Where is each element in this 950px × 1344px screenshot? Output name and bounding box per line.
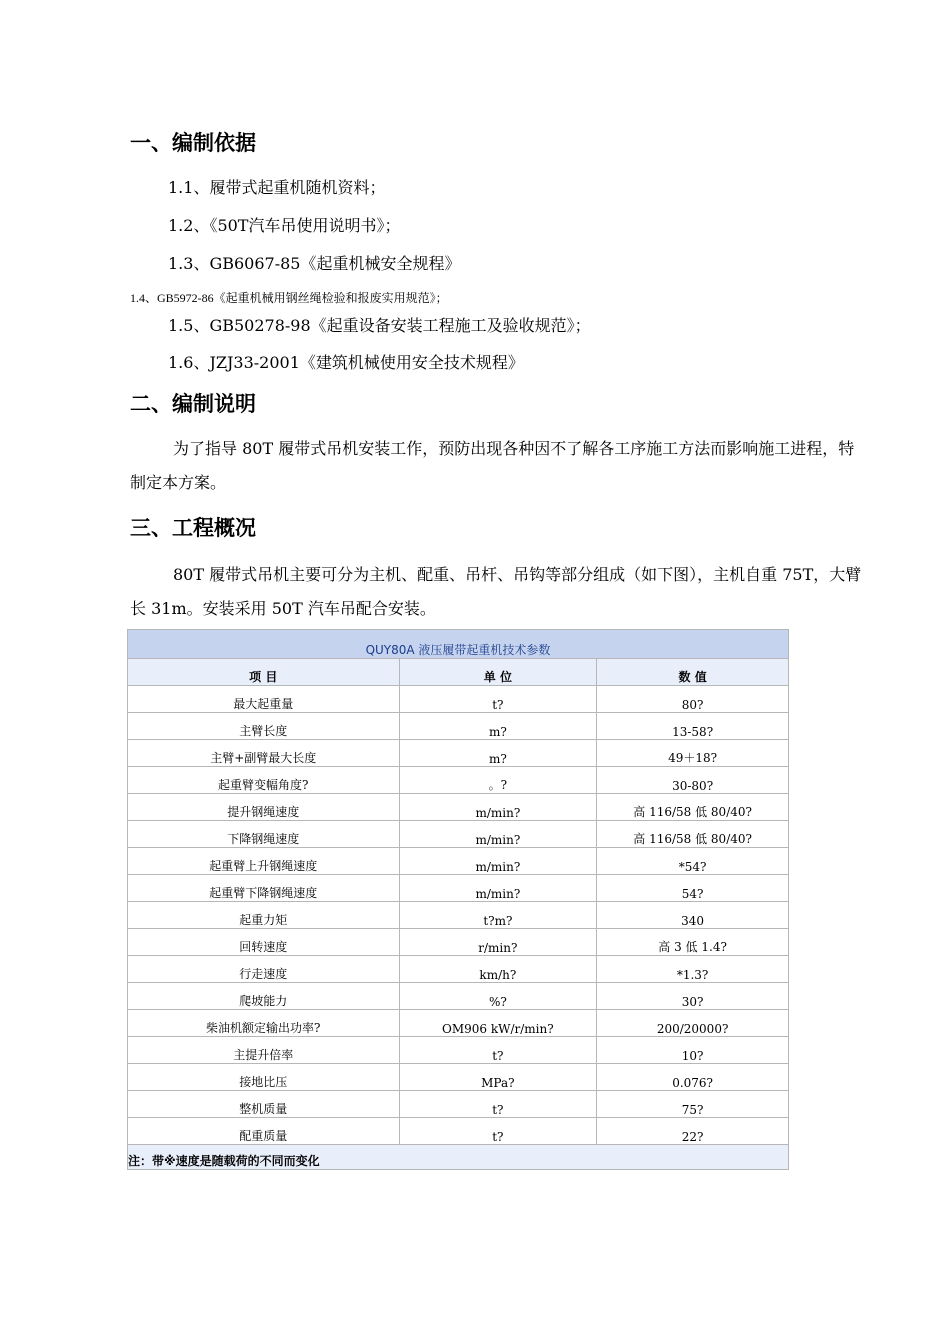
- cell-param-name: 起重力矩: [128, 902, 400, 929]
- description-paragraph: 为了指导 80T 履带式吊机安装工作，预防出现各种因不了解各工序施工方法而影响施工进程，特制定本方案。: [130, 439, 855, 492]
- cell-value: 高 3 低 1.4?: [597, 929, 789, 956]
- cell-unit: t?: [399, 686, 597, 713]
- table-row: [128, 956, 789, 983]
- header-unit: 单 位: [399, 659, 597, 686]
- cell-unit: m/min?: [399, 794, 597, 821]
- cell-value: 30-80?: [597, 767, 789, 794]
- table-row: [128, 875, 789, 902]
- cell-unit: m?: [399, 740, 597, 767]
- table-row: [128, 1010, 789, 1037]
- cell-param-name: 行走速度: [128, 956, 400, 983]
- cell-unit: t?m?: [399, 902, 597, 929]
- cell-value: *1.3?: [597, 956, 789, 983]
- cell-unit: m/min?: [399, 848, 597, 875]
- cell-value: 49＋18?: [597, 740, 789, 767]
- basis-item-4: 1.4、GB5972-86《起重机械用钢丝绳检验和报废实用规范》；: [130, 291, 448, 305]
- cell-param-name: 整机质量: [128, 1091, 400, 1118]
- table-note: 注：带※速度是随载荷的不同而变化: [128, 1145, 789, 1170]
- cell-param-name: 起重臂下降钢绳速度: [128, 875, 400, 902]
- cell-param-name: 主臂+副臂最大长度: [128, 740, 400, 767]
- cell-unit: km/h?: [399, 956, 597, 983]
- overview-paragraph: 80T 履带式吊机主要可分为主机、配重、吊杆、吊钩等部分组成（如下图），主机自重 75T，大臂长 31m。安装采用 50T 汽车吊配合安装。: [130, 565, 862, 618]
- cell-value: 22?: [597, 1118, 789, 1145]
- cell-value: *54?: [597, 848, 789, 875]
- cell-value: 高 116/58 低 80/40?: [597, 821, 789, 848]
- cell-param-name: 提升钢绳速度: [128, 794, 400, 821]
- cell-value: 0.076?: [597, 1064, 789, 1091]
- cell-param-name: 起重臂上升钢绳速度: [128, 848, 400, 875]
- basis-item-5: 1.5、GB50278-98《起重设备安装工程施工及验收规范》；: [168, 316, 591, 335]
- cell-unit: t?: [399, 1118, 597, 1145]
- table-row: [128, 983, 789, 1010]
- cell-param-name: 主臂长度: [128, 713, 400, 740]
- basis-item-2: 1.2、《50T汽车吊使用说明书》；: [168, 216, 401, 235]
- table-title: QUY80A 液压履带起重机技术参数: [128, 630, 789, 659]
- cell-value: 13-58?: [597, 713, 789, 740]
- cell-unit: m/min?: [399, 875, 597, 902]
- table-row: [128, 929, 789, 956]
- table-row: [128, 1091, 789, 1118]
- table-row: [128, 1118, 789, 1145]
- table-row: [128, 1037, 789, 1064]
- cell-value: 54?: [597, 875, 789, 902]
- cell-unit: t?: [399, 1037, 597, 1064]
- cell-unit: m?: [399, 713, 597, 740]
- table-row: [128, 1064, 789, 1091]
- cell-value: 75?: [597, 1091, 789, 1118]
- table-row: [128, 713, 789, 740]
- header-item: 项 目: [128, 659, 400, 686]
- cell-param-name: 下降钢绳速度: [128, 821, 400, 848]
- cell-value: 10?: [597, 1037, 789, 1064]
- cell-value: 高 116/58 低 80/40?: [597, 794, 789, 821]
- cell-unit: MPa?: [399, 1064, 597, 1091]
- header-value: 数 值: [597, 659, 789, 686]
- section-heading-description: 二、编制说明: [130, 392, 256, 416]
- cell-unit: m/min?: [399, 821, 597, 848]
- table-row: [128, 767, 789, 794]
- cell-value: 80?: [597, 686, 789, 713]
- cell-value: 30?: [597, 983, 789, 1010]
- cell-unit: %?: [399, 983, 597, 1010]
- cell-value: 340: [597, 902, 789, 929]
- cell-unit: OM906 kW/r/min?: [399, 1010, 597, 1037]
- cell-param-name: 回转速度: [128, 929, 400, 956]
- cell-param-name: 柴油机额定输出功率?: [128, 1010, 400, 1037]
- cell-value: 200/20000?: [597, 1010, 789, 1037]
- cell-param-name: 配重质量: [128, 1118, 400, 1145]
- cell-param-name: 主提升倍率: [128, 1037, 400, 1064]
- cell-param-name: 起重臂变幅角度?: [128, 767, 400, 794]
- spec-table: [127, 629, 789, 1170]
- basis-item-3: 1.3、GB6067-85《起重机械安全规程》: [168, 254, 461, 273]
- basis-item-6: 1.6、JZJ33-2001《建筑机械使用安全技术规程》: [168, 353, 524, 372]
- section-heading-overview: 三、工程概况: [130, 516, 256, 540]
- table-row: [128, 740, 789, 767]
- table-row: [128, 686, 789, 713]
- table-row: [128, 902, 789, 929]
- cell-unit: r/min?: [399, 929, 597, 956]
- basis-item-1: 1.1、履带式起重机随机资料；: [168, 178, 386, 197]
- cell-param-name: 最大起重量: [128, 686, 400, 713]
- cell-param-name: 接地比压: [128, 1064, 400, 1091]
- table-row: [128, 848, 789, 875]
- cell-param-name: 爬坡能力: [128, 983, 400, 1010]
- cell-unit: t?: [399, 1091, 597, 1118]
- section-heading-basis: 一、编制依据: [130, 131, 256, 155]
- table-row: [128, 821, 789, 848]
- table-row: [128, 794, 789, 821]
- cell-unit: 。?: [399, 767, 597, 794]
